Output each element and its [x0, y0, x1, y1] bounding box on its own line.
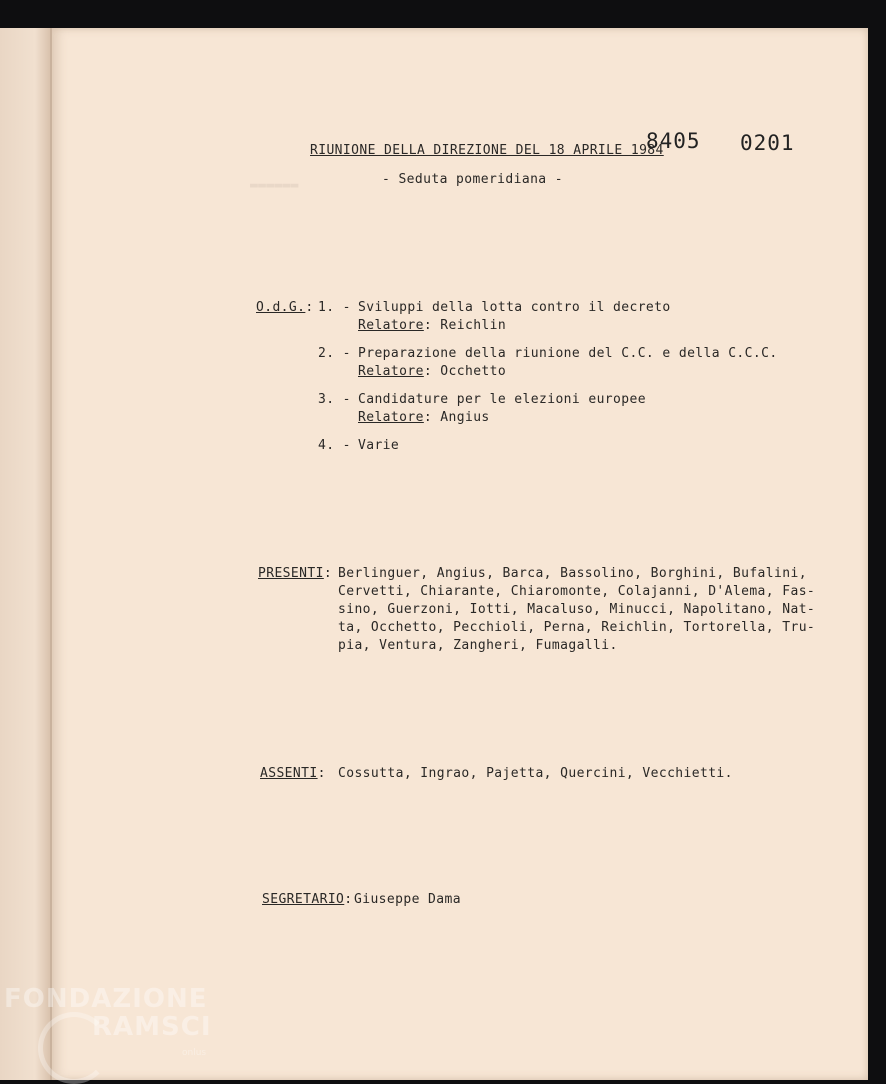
odg-item-3-relatore: Relatore: Angius [358, 410, 490, 425]
assenti-text: Cossutta, Ingrao, Pajetta, Quercini, Vecchietti. [338, 766, 733, 781]
watermark-line-2: RAMSCI [92, 1012, 212, 1042]
odg-item-2-relatore: Relatore: Occhetto [358, 364, 507, 379]
page-title: RIUNIONE DELLA DIREZIONE DEL 18 APRILE 1984 [310, 143, 664, 158]
presenti-line-3: sino, Guerzoni, Iotti, Macaluso, Minucci, Napolitano, Nat- [338, 602, 816, 617]
odg-item-1-relatore: Relatore: Reichlin [358, 318, 507, 333]
presenti-line-1: Berlinguer, Angius, Barca, Bassolino, Borghini, Bufalini, [338, 566, 807, 581]
odg-item-2-text: Preparazione della riunione del C.C. e della C.C.C. [358, 346, 778, 361]
stamp-number-right: 0201 [740, 131, 795, 155]
odg-item-2-number: 2. - [318, 346, 351, 361]
odg-item-3-number: 3. - [318, 392, 351, 407]
odg-item-4-text: Varie [358, 438, 400, 453]
watermark-line-1: FONDAZIONE [4, 984, 208, 1014]
binder-left-page [0, 28, 52, 1080]
odg-label: O.d.G.: [256, 300, 314, 315]
stamp-number-left: 8405 [646, 129, 701, 153]
segretario-text: Giuseppe Dama [354, 892, 461, 907]
assenti-label: ASSENTI: [260, 766, 326, 781]
presenti-line-5: pia, Ventura, Zangheri, Fumagalli. [338, 638, 618, 653]
segretario-label: SEGRETARIO: [262, 892, 353, 907]
fondazione-gramsci-watermark [4, 984, 234, 1080]
odg-item-3-text: Candidature per le elezioni europee [358, 392, 646, 407]
page-subtitle: - Seduta pomeridiana - [382, 172, 563, 187]
presenti-line-2: Cervetti, Chiarante, Chiaromonte, Colajanni, D'Alema, Fas- [338, 584, 816, 599]
odg-item-1-number: 1. - [318, 300, 351, 315]
watermark-suffix: onlus [182, 1048, 207, 1058]
presenti-label: PRESENTI: [258, 566, 333, 581]
odg-item-4-number: 4. - [318, 438, 351, 453]
bleed-through: ▬▬▬▬▬▬ [250, 178, 299, 193]
presenti-line-4: ta, Occhetto, Pecchioli, Perna, Reichlin, Tortorella, Tru- [338, 620, 816, 635]
odg-item-1-text: Sviluppi della lotta contro il decreto [358, 300, 671, 315]
document-page [52, 28, 868, 1080]
